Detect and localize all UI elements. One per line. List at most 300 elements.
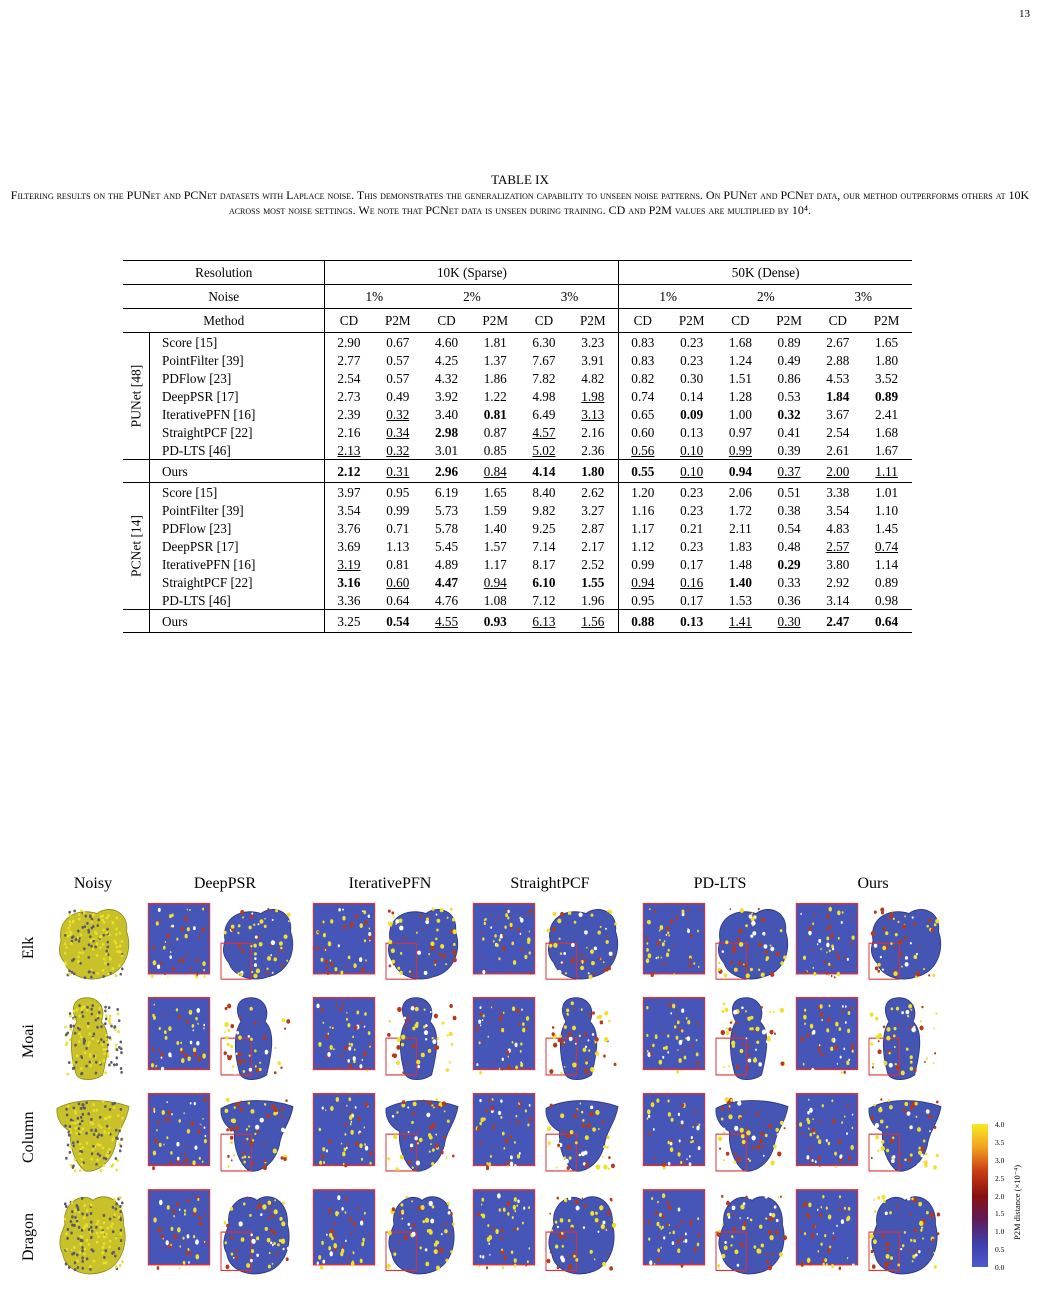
value-cell: 2.13 — [325, 441, 372, 460]
noise-level: 1% — [619, 285, 717, 309]
value-cell: 2.16 — [325, 423, 372, 441]
method-name: Score [15] — [150, 333, 325, 352]
colorbar-tick: 0.5 — [995, 1245, 1005, 1255]
value-cell: 0.23 — [680, 352, 704, 368]
column-header: Ours — [857, 875, 889, 892]
method-name: StraightPCF [22] — [150, 573, 325, 591]
column-header: Noisy — [73, 875, 113, 892]
value-cell: 1.65 — [875, 334, 899, 350]
value-cell: 0.54 — [386, 613, 410, 629]
value-cell: 4.47 — [434, 574, 459, 590]
zoom-inset — [795, 994, 859, 1086]
value-cell: 8.40 — [532, 484, 556, 500]
column-header: DeepPSR — [193, 875, 257, 892]
value-cell: 0.89 — [875, 574, 899, 590]
value-cell: 3.13 — [581, 406, 605, 422]
value-cell: 0.99 — [386, 502, 410, 518]
value-cell: 0.67 — [386, 334, 410, 350]
value-cell: 1.37 — [483, 352, 507, 368]
metric-header: CD — [731, 313, 750, 328]
value-cell: 2.67 — [826, 334, 850, 350]
value-cell: 2.73 — [325, 387, 372, 405]
table-row — [123, 351, 912, 369]
group-label — [123, 483, 150, 610]
value-cell: 0.95 — [386, 484, 410, 500]
zoom-inset — [642, 994, 706, 1086]
colorbar-tick: 1.0 — [995, 1227, 1005, 1237]
value-cell: 2.90 — [325, 333, 372, 352]
value-cell: 2.00 — [826, 463, 850, 479]
value-cell: 6.10 — [532, 574, 556, 590]
value-cell: 2.12 — [325, 460, 372, 483]
value-cell: 2.47 — [826, 613, 850, 629]
value-cell: 3.25 — [325, 610, 372, 633]
table-header-metric — [123, 309, 912, 333]
value-cell: 0.74 — [619, 387, 666, 405]
zoom-inset — [312, 994, 376, 1086]
denoised-surface — [217, 900, 297, 990]
value-cell: 1.11 — [875, 463, 898, 479]
value-cell: 0.23 — [680, 334, 704, 350]
value-cell: 0.99 — [619, 555, 666, 573]
table-caption — [0, 172, 1040, 218]
value-cell: 7.67 — [532, 352, 556, 368]
value-cell: 6.30 — [532, 334, 556, 350]
value-cell: 7.14 — [532, 538, 556, 554]
value-cell: 7.82 — [532, 370, 556, 386]
resolution-label: Resolution — [195, 265, 253, 280]
value-cell: 4.55 — [434, 613, 459, 629]
value-cell: 0.60 — [386, 574, 410, 590]
value-cell: 0.64 — [875, 613, 899, 629]
value-cell: 1.14 — [875, 556, 899, 572]
colorbar-tick: 3.5 — [995, 1137, 1005, 1147]
ours-row — [123, 460, 912, 483]
colorbar-tick: 0.0 — [995, 1263, 1005, 1272]
value-cell: 2.16 — [581, 424, 605, 440]
value-cell: 1.68 — [728, 334, 752, 350]
noise-level: 3% — [560, 289, 579, 304]
value-cell: 0.38 — [777, 502, 801, 518]
zoom-inset — [312, 900, 376, 990]
value-cell: 9.82 — [532, 502, 556, 518]
value-cell: 1.96 — [581, 592, 605, 608]
value-cell: 0.10 — [680, 463, 704, 479]
value-cell: 2.52 — [581, 556, 605, 572]
value-cell: 3.23 — [581, 334, 605, 350]
value-cell: 2.92 — [826, 574, 850, 590]
value-cell: 2.54 — [325, 369, 372, 387]
value-cell: 0.17 — [680, 556, 704, 572]
value-cell: 6.13 — [532, 613, 556, 629]
noisy-point-cloud — [53, 900, 133, 990]
value-cell: 0.60 — [619, 423, 666, 441]
method-name: PointFilter [39] — [150, 501, 325, 519]
ours-row — [123, 610, 912, 633]
zoom-inset — [795, 1090, 859, 1182]
value-cell: 3.54 — [826, 502, 850, 518]
method-name: PD-LTS [46] — [150, 591, 325, 610]
value-cell: 0.55 — [619, 460, 666, 483]
value-cell: 2.41 — [875, 406, 899, 422]
value-cell: 2.98 — [434, 424, 459, 440]
method-name: DeepPSR [17] — [150, 537, 325, 555]
denoised-surface — [382, 1186, 462, 1282]
table-row — [123, 423, 912, 441]
value-cell: 0.56 — [619, 441, 666, 460]
value-cell: 0.29 — [777, 556, 801, 572]
value-cell: 1.53 — [728, 592, 752, 608]
colorbar-title: P2M distance (×10⁻⁴) — [1012, 1164, 1022, 1240]
value-cell: 0.74 — [875, 538, 899, 554]
method-name: PointFilter [39] — [150, 351, 325, 369]
value-cell: 0.81 — [386, 556, 410, 572]
value-cell: 0.30 — [680, 370, 704, 386]
value-cell: 9.25 — [532, 520, 556, 536]
table-row — [123, 441, 912, 460]
colorbar-tick: 2.0 — [995, 1191, 1005, 1201]
value-cell: 1.67 — [875, 442, 899, 458]
value-cell: 0.57 — [386, 370, 410, 386]
denoised-surface — [217, 994, 297, 1086]
metric-header: CD — [325, 309, 372, 333]
table-header-resolution — [123, 261, 912, 285]
value-cell: 0.64 — [386, 592, 410, 608]
value-cell: 0.10 — [680, 442, 704, 458]
zoom-inset — [642, 1186, 706, 1282]
value-cell: 2.77 — [325, 351, 372, 369]
denoised-surface — [865, 1090, 945, 1182]
value-cell: 0.39 — [777, 442, 801, 458]
value-cell: 3.97 — [325, 483, 372, 502]
value-cell: 1.80 — [875, 352, 899, 368]
denoised-surface — [712, 1090, 792, 1182]
table-row — [123, 333, 912, 352]
value-cell: 3.69 — [325, 537, 372, 555]
value-cell: 0.23 — [680, 502, 704, 518]
noise-label: Noise — [208, 289, 240, 304]
value-cell: 3.80 — [826, 556, 850, 572]
value-cell: 1.40 — [728, 574, 752, 590]
value-cell: 3.91 — [581, 352, 605, 368]
value-cell: 3.36 — [325, 591, 372, 610]
value-cell: 1.59 — [483, 502, 507, 518]
value-cell: 0.13 — [680, 613, 704, 629]
value-cell: 4.57 — [532, 424, 556, 440]
method-name: IterativePFN [16] — [150, 405, 325, 423]
noisy-point-cloud — [53, 1186, 133, 1282]
value-cell: 2.11 — [729, 520, 752, 536]
value-cell: 1.68 — [875, 424, 899, 440]
zoom-inset — [795, 900, 859, 990]
value-cell: 4.60 — [434, 334, 459, 350]
value-cell: 0.49 — [777, 352, 801, 368]
group-spacer — [123, 610, 150, 633]
value-cell: 1.81 — [483, 334, 507, 350]
value-cell: 2.36 — [581, 442, 605, 458]
zoom-inset — [312, 1090, 376, 1182]
method-label: Method — [203, 313, 245, 328]
method-name: PDFlow [23] — [150, 519, 325, 537]
denoised-surface — [712, 900, 792, 990]
noisy-point-cloud — [53, 1090, 133, 1182]
value-cell: 0.84 — [483, 463, 507, 479]
value-cell: 2.87 — [581, 520, 605, 536]
value-cell: 1.56 — [581, 613, 605, 629]
noise-level: 2% — [756, 289, 775, 304]
metric-header: P2M — [873, 313, 900, 328]
value-cell: 0.23 — [680, 538, 704, 554]
group-label — [123, 333, 150, 460]
value-cell: 0.31 — [386, 463, 410, 479]
noise-level: 2% — [463, 289, 481, 304]
value-cell: 0.51 — [777, 484, 801, 500]
metric-header: CD — [437, 313, 456, 328]
zoom-inset — [642, 900, 706, 990]
value-cell: 1.17 — [483, 556, 507, 572]
table-header-noise — [123, 285, 912, 309]
zoom-inset — [472, 900, 536, 990]
value-cell: 3.52 — [875, 370, 899, 386]
value-cell: 0.85 — [483, 442, 507, 458]
value-cell: 3.40 — [434, 406, 459, 422]
zoom-inset — [147, 994, 211, 1086]
value-cell: 1.12 — [619, 537, 666, 555]
method-name: PD-LTS [46] — [150, 441, 325, 460]
page-number: 13 — [1019, 8, 1030, 20]
metric-header: CD — [534, 313, 554, 328]
value-cell: 4.89 — [434, 556, 459, 572]
zoom-inset — [642, 1090, 706, 1182]
value-cell: 2.39 — [325, 405, 372, 423]
value-cell: 5.73 — [434, 502, 459, 518]
value-cell: 0.89 — [875, 388, 899, 404]
value-cell: 4.53 — [826, 370, 850, 386]
denoised-surface — [542, 900, 622, 990]
value-cell: 1.55 — [581, 574, 605, 590]
value-cell: 0.41 — [777, 424, 801, 440]
value-cell: 1.57 — [483, 538, 507, 554]
table-row — [123, 501, 912, 519]
value-cell: 0.21 — [680, 520, 704, 536]
group-name: PCNet [14] — [128, 515, 144, 577]
metric-header: CD — [619, 309, 666, 333]
value-cell: 2.62 — [581, 484, 605, 500]
value-cell: 0.93 — [483, 613, 507, 629]
table-row — [123, 387, 912, 405]
colorbar-tick: 4.0 — [995, 1120, 1005, 1129]
value-cell: 3.19 — [325, 555, 372, 573]
value-cell: 0.17 — [680, 592, 704, 608]
value-cell: 4.83 — [826, 520, 850, 536]
value-cell: 0.32 — [777, 406, 801, 422]
value-cell: 3.54 — [325, 501, 372, 519]
value-cell: 0.98 — [875, 592, 899, 608]
method-name: Score [15] — [150, 483, 325, 502]
value-cell: 0.94 — [728, 463, 752, 479]
value-cell: 1.08 — [483, 592, 507, 608]
value-cell: 0.71 — [386, 520, 410, 536]
noise-level: 3% — [854, 289, 873, 304]
metric-header: P2M — [482, 313, 509, 328]
value-cell: 0.30 — [777, 613, 801, 629]
value-cell: 0.33 — [777, 574, 801, 590]
value-cell: 3.14 — [826, 592, 850, 608]
value-cell: 4.98 — [532, 388, 556, 404]
value-cell: 0.82 — [619, 369, 666, 387]
noisy-point-cloud — [53, 994, 133, 1086]
group-name: PUNet [48] — [128, 364, 144, 428]
colorbar-tick: 3.0 — [995, 1155, 1005, 1165]
value-cell: 7.12 — [532, 592, 556, 608]
method-name: DeepPSR [17] — [150, 387, 325, 405]
value-cell: 5.02 — [532, 442, 556, 458]
value-cell: 1.10 — [875, 502, 899, 518]
value-cell: 0.94 — [619, 573, 666, 591]
value-cell: 0.32 — [386, 406, 410, 422]
colorbar — [972, 1124, 988, 1267]
value-cell: 0.81 — [483, 406, 507, 422]
row-label: Column — [20, 1111, 37, 1163]
value-cell: 6.19 — [434, 484, 459, 500]
value-cell: 1.40 — [483, 520, 507, 536]
value-cell: 0.09 — [680, 406, 704, 422]
denoised-surface — [542, 1090, 622, 1182]
row-label: Elk — [20, 936, 37, 959]
value-cell: 0.88 — [619, 610, 666, 633]
zoom-inset — [147, 1090, 211, 1182]
column-header: StraightPCF — [510, 875, 590, 892]
denoised-surface — [382, 994, 462, 1086]
denoised-surface — [865, 1186, 945, 1282]
value-cell: 1.16 — [619, 501, 666, 519]
zoom-inset — [147, 1186, 211, 1282]
metric-header: P2M — [678, 313, 705, 328]
row-label: Dragon — [20, 1213, 37, 1261]
value-cell: 1.65 — [483, 484, 507, 500]
value-cell: 2.57 — [826, 538, 850, 554]
zoom-inset — [472, 1090, 536, 1182]
value-cell: 1.01 — [875, 484, 899, 500]
res-sparse-label: 10K (Sparse) — [325, 261, 619, 285]
zoom-inset — [147, 900, 211, 990]
value-cell: 1.83 — [728, 538, 752, 554]
value-cell: 0.57 — [386, 352, 410, 368]
value-cell: 3.38 — [826, 484, 850, 500]
value-cell: 0.86 — [777, 370, 801, 386]
metric-header: P2M — [384, 313, 411, 328]
table-row — [123, 405, 912, 423]
value-cell: 3.01 — [434, 442, 459, 458]
denoised-surface — [712, 1186, 792, 1282]
value-cell: 5.78 — [434, 520, 459, 536]
denoised-surface — [712, 994, 792, 1086]
value-cell: 0.83 — [619, 333, 666, 352]
value-cell: 0.99 — [728, 442, 752, 458]
value-cell: 2.54 — [826, 424, 850, 440]
results-table — [123, 260, 912, 633]
table-row — [123, 519, 912, 537]
metric-header: CD — [828, 313, 847, 328]
value-cell: 0.97 — [728, 424, 752, 440]
value-cell: 0.53 — [777, 388, 801, 404]
group-spacer — [123, 460, 150, 483]
caption-text: Filtering results on the PUNet and PCNet datasets with Laplace noise. This demonstrates the generalization capability to unseen noise patterns. On PUNet and PCNet data, our method outperforms others at 10K across most noise settings. We note that PCNet data is unseen during training. CD and P2M values are multiplied by 10⁴. — [10, 188, 1030, 217]
table-row — [123, 483, 912, 502]
value-cell: 0.54 — [777, 520, 801, 536]
metric-header: P2M — [776, 313, 802, 328]
method-name: PDFlow [23] — [150, 369, 325, 387]
denoised-surface — [382, 1090, 462, 1182]
value-cell: 0.95 — [619, 591, 666, 610]
value-cell: 2.06 — [728, 484, 752, 500]
denoised-surface — [542, 994, 622, 1086]
value-cell: 1.00 — [728, 406, 752, 422]
value-cell: 3.27 — [581, 502, 605, 518]
value-cell: 6.49 — [532, 406, 556, 422]
noise-level: 1% — [325, 285, 423, 309]
zoom-inset — [795, 1186, 859, 1282]
value-cell: 2.96 — [434, 463, 459, 479]
value-cell: 1.41 — [728, 613, 752, 629]
denoised-surface — [382, 900, 462, 990]
colorbar-tick: 1.5 — [995, 1209, 1005, 1219]
value-cell: 3.67 — [826, 406, 850, 422]
colorbar-tick: 2.5 — [995, 1173, 1005, 1183]
value-cell: 0.83 — [619, 351, 666, 369]
denoised-surface — [217, 1186, 297, 1282]
value-cell: 1.86 — [483, 370, 507, 386]
denoised-surface — [865, 900, 945, 990]
value-cell: 0.23 — [680, 484, 704, 500]
value-cell: 0.48 — [777, 538, 801, 554]
value-cell: 3.92 — [434, 388, 459, 404]
value-cell: 0.16 — [680, 574, 704, 590]
method-name: IterativePFN [16] — [150, 555, 325, 573]
value-cell: 0.13 — [680, 424, 704, 440]
table-row — [123, 555, 912, 573]
value-cell: 0.37 — [777, 463, 801, 479]
value-cell: 4.14 — [532, 463, 556, 479]
value-cell: 0.65 — [619, 405, 666, 423]
value-cell: 1.28 — [728, 388, 752, 404]
column-header: IterativePFN — [348, 875, 432, 892]
value-cell: 1.17 — [619, 519, 666, 537]
method-name: Ours — [150, 610, 325, 633]
qualitative-figure — [0, 868, 1040, 1288]
value-cell: 2.88 — [826, 352, 850, 368]
value-cell: 0.94 — [483, 574, 507, 590]
column-header: PD-LTS — [693, 875, 747, 892]
value-cell: 1.22 — [483, 388, 507, 404]
value-cell: 1.51 — [728, 370, 752, 386]
value-cell: 3.76 — [325, 519, 372, 537]
res-dense-label: 50K (Dense) — [619, 261, 912, 285]
value-cell: 0.87 — [483, 424, 507, 440]
value-cell: 1.20 — [619, 483, 666, 502]
value-cell: 0.34 — [386, 424, 410, 440]
value-cell: 3.16 — [325, 573, 372, 591]
table-row — [123, 573, 912, 591]
value-cell: 1.98 — [581, 388, 605, 404]
value-cell: 0.32 — [386, 442, 410, 458]
row-label: Moai — [20, 1024, 37, 1058]
value-cell: 1.80 — [581, 463, 605, 479]
denoised-surface — [865, 994, 945, 1086]
denoised-surface — [217, 1090, 297, 1182]
value-cell: 2.61 — [826, 442, 850, 458]
method-name: Ours — [150, 460, 325, 483]
